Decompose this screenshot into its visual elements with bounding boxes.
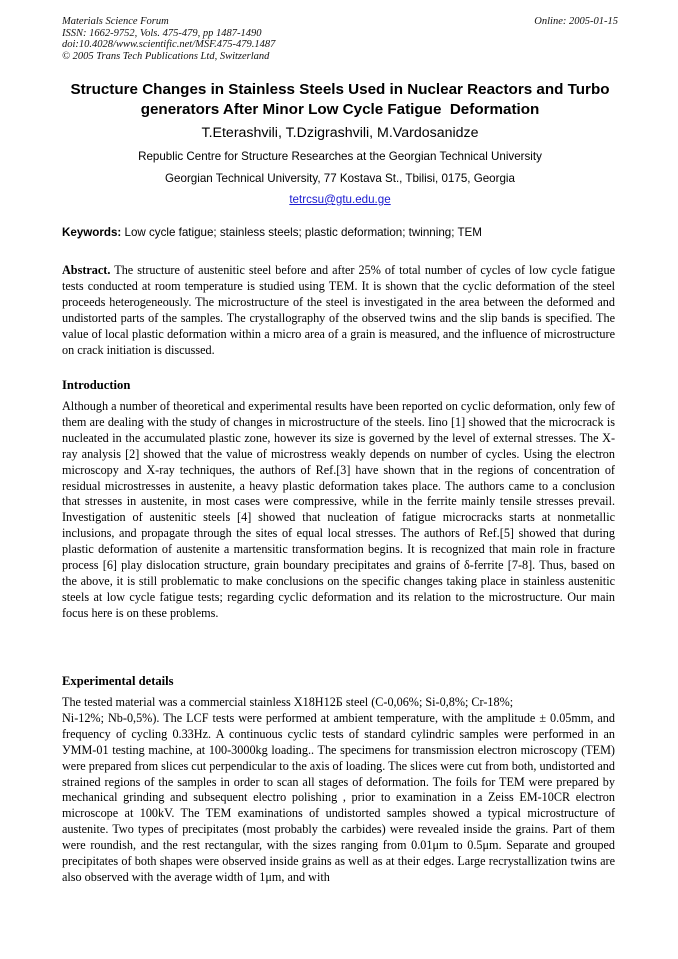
issn-line: ISSN: 1662-9752, Vols. 475-479, pp 1487-1490 (62, 27, 262, 39)
journal-name: Materials Science Forum (62, 16, 169, 27)
keywords-block (62, 226, 618, 240)
author-list: T.Eterashvili, T.Dzigrashvili, M.Vardosanidze (201, 125, 479, 141)
experimental-text: Ni-12%; Nb-0,5%). The LCF tests were performed at ambient temperature, with the amplitude ± 0.05mm, and frequency of cycling 0.33Hz. A continuous cyclic tests of standard cylindric samples were performed in an УММ-01 testing machine, at 100-3000kg loading.. The specimens for transmission electron microscopy (TEM) were prepared from slices cut perpendicular to the axis of loading. The slices were cut from both, undistorted and strained regions of the samples in order to scan all stages of deformation. The foils for TEM were prepared by mechanical grinding and subsequent electro polishing , prior to examination in a Zeiss EM-10CR electron microscope at 100kV. The TEM examinations of undistorted samples showed a typical microstructure of austenite. Two types of precipitates (most probably the carbides) were revealed inside the grains. Part of them were roundish, and the rest rectangular, with the sizes ranging from 0.01μm to 0.5μm. Separate and grouped precipitates of both shapes were observed inside grains as well as at their edges. Large recrystallization twins are also observed with the average width of 1μm, and with (62, 710, 615, 884)
affiliation-2: Georgian Technical University, 77 Kostava St., Tbilisi, 0175, Georgia (165, 172, 515, 185)
abstract-label: Abstract. (62, 263, 111, 277)
introduction-text: Although a number of theoretical and experimental results have been reported on cyclic deformation, only few of them are dealing with the study of changes in microstructure of the steels. Iino [1] showed that the microcrack is nucleated in the accumulated plastic zone, however its size is governed by the level of external stresses. The X-ray analysis [2] showed that the value of microstress weakly depends on number of cycles. Using the electron microscopy and X-ray techniques, the authors of Ref.[3] have shown that in the regions of concentration of residual microstresses in austenite, a heavy plastic deformation takes place. The authors came to a conclusion that stresses in austenite, in most cases were compressive, while in the ferrite mainly tensile stresses prevail. Investigation of austenitic steels [4] showed that nucleation of fatigue microcracks starts at nonmetallic inclusions, and propagate through the sites of equal local stresses. The authors of Ref.[5] showed that during plastic deformation of austenite a martensitic transformation begins. It is recognized that main role in fracture process [6] play dislocation structure, grain boundary precipitates and grains of δ-ferrite [7-8]. Thus, based on the above, it is still problematic to make conclusions on the specific changes taking place in stainless austenitic steels at low cycle fatigue tests; regarding cyclic deformation and its relation to the microstructure. Our main focus here is on these problems. (62, 399, 615, 620)
copyright-line: © 2005 Trans Tech Publications Ltd, Switzerland (62, 50, 270, 62)
abstract-block (62, 263, 615, 358)
online-date: Online: 2005-01-15 (534, 16, 618, 27)
contact-email-line (62, 193, 618, 207)
contact-email-link[interactable]: tetrcsu@gtu.edu.ge (289, 193, 391, 206)
introduction-heading: Introduction (62, 378, 131, 392)
doi-line: doi:10.4028/www.scientific.net/MSF.475-479.1487 (62, 39, 276, 51)
experimental-heading: Experimental details (62, 674, 174, 688)
abstract-text: The structure of austenitic steel before and after 25% of total number of cycles of low cycle fatigue tests conducted at room temperature is studied using TEM. It is shown that the cyclic deformation of the steel proceeds heterogeneously. The microstructure of the steel is investigated in the area between the deformed and undistorted parts of the samples. The crystallography of the observed twins and the slip bands is specified. The value of local plastic deformation within a micro area of a grain is measured, and the influence of microstructure on crack initiation is discussed. (62, 263, 615, 357)
keywords-text: Low cycle fatigue; stainless steels; plastic deformation; twinning; TEM (121, 226, 482, 239)
paper-title: Structure Changes in Stainless Steels Used in Nuclear Reactors and Turbo generators After Minor Low Cycle Fatigue Deformation (70, 81, 631, 118)
experimental-block (62, 695, 615, 886)
affiliation-1: Republic Centre for Structure Researches at the Georgian Technical University (138, 150, 542, 163)
keywords-label: Keywords: (62, 226, 122, 239)
journal-header (62, 16, 618, 62)
experimental-first-line: The tested material was a commercial stainless X18H12Б steel (C-0,06%; Si-0,8%; Cr-18%; (62, 695, 514, 709)
